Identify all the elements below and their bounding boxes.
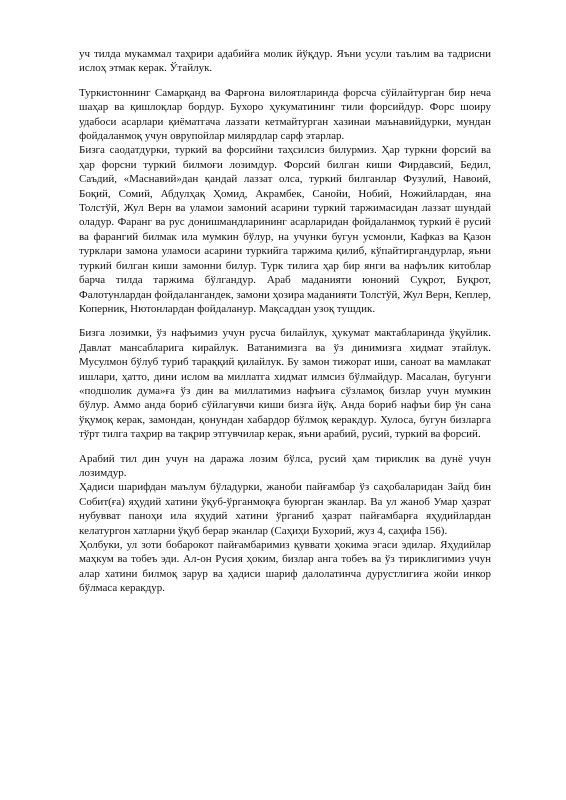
paragraph: уч тилда мукаммал таҳрири адабийға молик йўқдур. Яъни усули таълим ва тадрисни ислоҳ этмак керак. Ўтайлук. <box>79 48 491 75</box>
paragraph: Ҳолбуки, ул зоти бобарокот пайғамбаримиз қуввати ҳокима эгаси эдилар. Яҳудийлар маҳкум ва тобеъ эди. Ал-он Русия ҳоким, бизлар анга тобеъ ва ўз тириклигимиз учун алар хатини билмоқ зарур ва ҳадиси шариф далолатинча дурустлигиға жойи инкор бўлмаса керакдур. <box>79 539 491 595</box>
paragraph-gap <box>79 316 491 326</box>
document-body <box>79 47 491 596</box>
paragraph: Туркистоннинг Самарқанд ва Фарғона вилоятларинда форсча сўйлайтурган бир неча шаҳар ва қишлоқлар бордур. Бухоро ҳукуматининг тили форсийдур. Форс шоиру удабоси асарлари қиёматгача лаззати кетмайтурган хазинаи маънавийдурки, мундан фойдаланмоқ учун оврупойлар милярдлар сарф этарлар. <box>79 86 491 143</box>
paragraph-gap <box>79 442 491 452</box>
paragraph: Ҳадиси шарифдан маълум бўладурки, жаноби пайғамбар ўз саҳобаларидан Зайд бин Собит(ға) яҳудий хатини ўқуб-ўрганмоқға буюрган эканлар. Ва ул жаноб Умар ҳазрат нубувват паноҳи ила яҳудий хатини ўрганиб ҳазрат пайғамбарға яҳудийлардан келатургон хатларни ўқуб берар эканлар (Саҳиҳи Бухорий, жуз 4, саҳифа 156). <box>79 481 491 537</box>
paragraph: Бизга лозимки, ўз нафъимиз учун русча билайлук, ҳукумат мактабларинда ўқуйлик. Давлат мансабларига кирайлук. Ватанимизга ва ўз динимизга хидмат этайлук. Мусулмон бўлуб туриб тараққий қилайлук. Бу замон тижорат иши, саноат ва мамлакат ишлари, ҳатто, дини ислом ва миллатга хидмат илмсиз бўлмайдур. Масалан, бугунги «подшолик дума»ға ўз дин ва миллатимиз нафъиға сўзламоқ бизлар учун мумкин бўлур. Аммо анда бориб сўйлагувчи киши бизга йўқ. Анда бориб нафъи бир ўн сана ўқумоқ керак, замондан, қонундан хабардор бўлмоқ керакдур. Хулоса, бугун бизларга тўрт тилга таҳрир ва тақрир этгувчилар керак, яъни арабий, русий, туркий ва форсий. <box>79 327 491 441</box>
paragraph: Бизга саодатдурки, туркий ва форсийни таҳсилсиз билурмиз. Ҳар туркни форсий ва ҳар форсни туркий билмоғи лозимдур. Форсий билган киши Фирдавсий, Бедил, Саъдий, «Маснавий»дан қандай лаззат олса, туркий билганлар Фузулий, Навоий, Боқий, Сомий, Абдулҳақ Ҳомид, Акрамбек, Санойи, Нобий, Ножийлардан, яна Толстўй, Жул Верн ва уламои замоний асарини туркий таржимасидан лаззат шундай оладур. Фаранг ва рус донишмандларининг асарларидан фойдаланмоқ туркий ё русий ва фарангий билмак ила мумкин бўлур, на учунки бугун усмонли, Кафказ ва Қазон турклари замона уламоси асарини туркийга таржима қилиб, кўпайтиргандурлар, яъни туркий билган киши замонни билур. Турк тилига ҳар бир янги ва нафълик китоблар барча тилда таржима бўлгандур. Араб маданияти юноний Суқрот, Буқрот, Фалотунлардан фойдалангандек, замони ҳозира маданияти Толстўй, Жул Верн, Кеплер, Коперник, Нютонлардан фойдаланур. Мақсаддан узоқ тушдик. <box>79 144 491 315</box>
paragraph-gap <box>79 76 491 86</box>
paragraph: Арабий тил дин учун на даража лозим бўлса, русий ҳам тириклик ва дунё учун лозимдур. <box>79 452 491 479</box>
